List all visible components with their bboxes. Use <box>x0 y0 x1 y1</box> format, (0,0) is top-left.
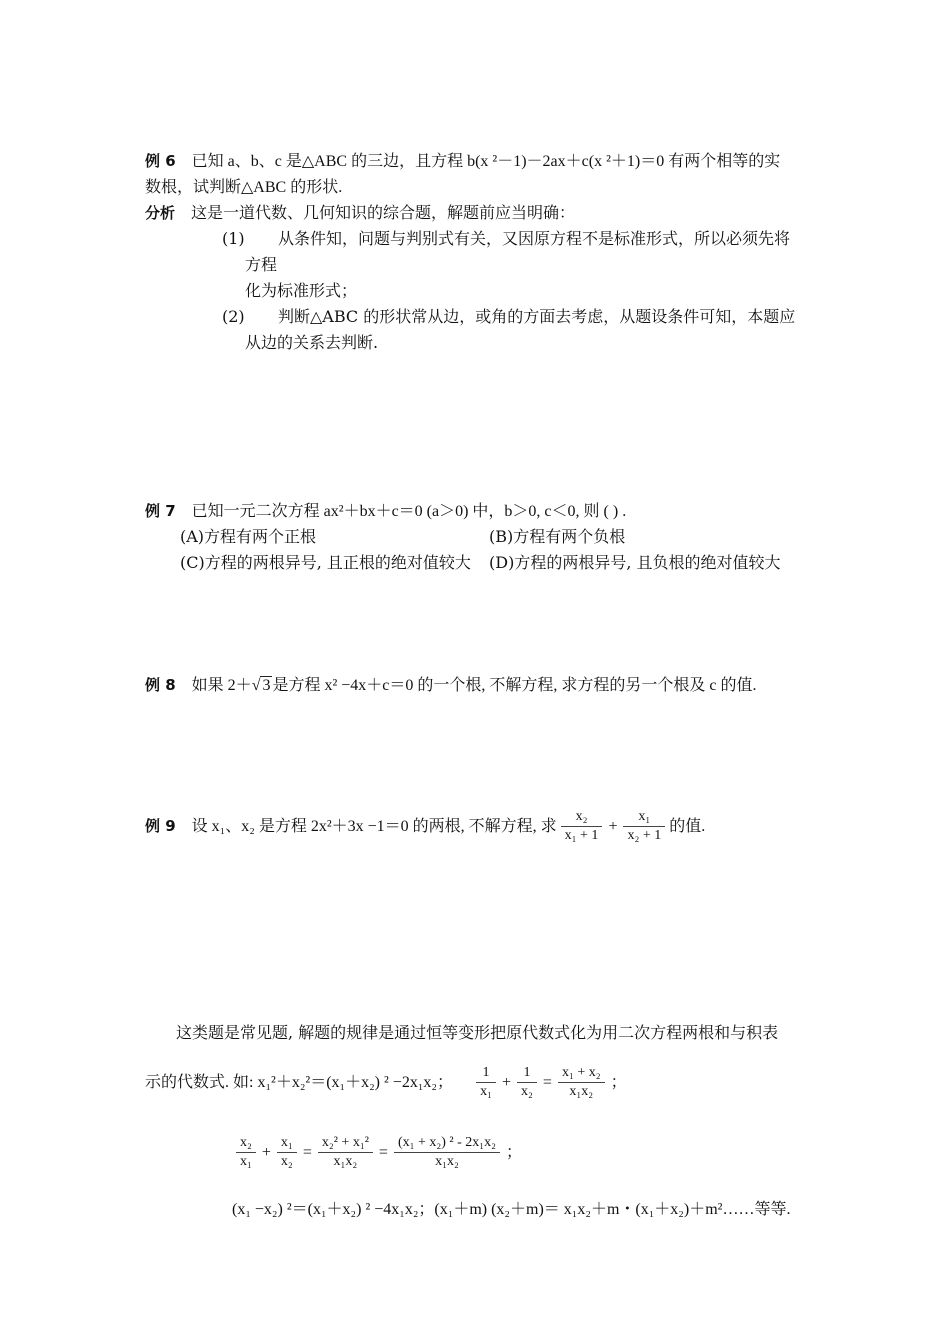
frac2-denominator: x₂ + 1 <box>627 828 662 843</box>
analysis-label: 分析 <box>145 204 176 222</box>
item1-text-line1: 从条件知，问题与判别式有关，又因原方程不是标准形式，所以必须先将 <box>278 229 791 248</box>
analysis-text: 这是一道代数、几何知识的综合题，解题前应当明确： <box>191 203 576 222</box>
ex9-plus: + <box>608 817 618 835</box>
note-frac-1 <box>476 1064 496 1101</box>
ex6-item1-line3 <box>245 280 357 302</box>
note-g2-den: x₂ <box>280 1154 293 1169</box>
sqrt-expression: √ 3 <box>251 677 271 694</box>
note-plus-1: + <box>501 1073 512 1091</box>
ex7-option-b <box>489 526 625 548</box>
ex9-label: 例 9 <box>145 817 176 835</box>
option-a-text: (A)方程有两个正根 <box>180 527 317 546</box>
note-frac1-den: x₁ <box>480 1084 492 1099</box>
note-equals-3: = <box>378 1143 388 1161</box>
note-semicolon-1: ； <box>610 1073 627 1091</box>
option-c-text: (C)方程的两根异号, 且正根的绝对值较大 <box>180 553 471 572</box>
ex6-item2-line2 <box>245 332 378 354</box>
note-text-line2: 示的代数式. 如: x₁²＋x₂²＝(x₁＋x₂) ² −2x₁x₂； <box>145 1074 453 1091</box>
ex6-analysis <box>145 202 575 224</box>
note-equals-1: = <box>542 1073 552 1091</box>
note-g1-den: x₁ <box>240 1154 252 1169</box>
item1-text-line3: 化为标准形式； <box>245 281 358 300</box>
ex7-stem <box>145 500 626 523</box>
ex6-item1-line1 <box>222 228 790 250</box>
ex7-option-d <box>489 552 781 574</box>
option-d-text: (D)方程的两根异号, 且负根的绝对值较大 <box>489 553 781 572</box>
ex7-stem-text: 已知一元二次方程 ax²＋bx＋c＝0 (a＞0) 中，b＞0, c＜0, 则 ( ) . <box>191 503 627 520</box>
note-g2-num: x₁ <box>277 1134 297 1153</box>
note-g4-num: (x₁ + x₂) ² - 2x₁x₂ <box>394 1134 500 1153</box>
ex9-fraction-2 <box>623 808 665 845</box>
item1-text-line2: 方程 <box>245 255 278 274</box>
ex8-stem <box>145 674 757 697</box>
item1-number: (1) <box>222 229 245 248</box>
note-g4-den: x₁x₂ <box>435 1154 459 1169</box>
ex6-stem-line2: 数根，试判断△ABC 的形状. <box>145 179 343 196</box>
note-plus-2: + <box>261 1143 271 1161</box>
ex9-post: 的值. <box>669 818 706 835</box>
note-g1-num: x₂ <box>236 1134 256 1153</box>
note-frac2-num: 1 <box>517 1064 537 1083</box>
note-text-line1: 这类题是常见题, 解题的规律是通过恒等变形把原代数式化为用二次方程两根和与积表 <box>176 1023 779 1042</box>
note-frac-2 <box>517 1064 537 1101</box>
ex8-label: 例 8 <box>145 676 176 694</box>
ex9-pre: 设 x₁、x₂ 是方程 2x²＋3x −1＝0 的两根, 不解方程, 求 <box>191 818 557 835</box>
note-frac-g1 <box>236 1134 256 1171</box>
note-frac1-num: 1 <box>476 1064 496 1083</box>
note-line1 <box>176 1022 778 1044</box>
ex7-option-a <box>180 526 316 548</box>
ex9-stem <box>145 806 705 847</box>
ex6-item2-line1 <box>222 306 795 328</box>
frac1-denominator: x₁ + 1 <box>564 828 599 843</box>
ex6-stem-line1: 已知 a、b、c 是△ABC 的三边，且方程 b(x ²－1)－2ax＋c(x ²＋1)＝0 有两个相等的实 <box>191 153 781 170</box>
note-frac-g2 <box>277 1134 297 1171</box>
sqrt-radicand: 3 <box>262 677 271 694</box>
note-frac3-num: x₁ + x₂ <box>558 1064 605 1083</box>
note-equals-2: = <box>302 1143 312 1161</box>
note-frac-g3 <box>318 1134 373 1171</box>
item2-text-line1: 判断△ABC 的形状常从边，或角的方面去考虑，从题设条件可知，本题应 <box>278 307 796 326</box>
ex6-line1 <box>145 150 780 173</box>
note-frac-g4 <box>394 1134 500 1171</box>
item2-number: (2) <box>222 307 245 326</box>
frac2-numerator: x₁ <box>623 808 665 827</box>
note-last-line: (x₁ −x₂) ²＝(x₁＋x₂) ² −4x₁x₂；(x₁＋m) (x₂＋m)＝ x₁x₂＋m・(x₁＋x₂)＋m²……等等. <box>232 1201 791 1218</box>
ex7-label: 例 7 <box>145 502 176 520</box>
note-frac-3 <box>558 1064 605 1101</box>
note-frac2-den: x₂ <box>521 1084 533 1099</box>
ex7-option-c <box>180 552 471 574</box>
note-line4 <box>232 1198 790 1221</box>
option-b-text: (B)方程有两个负根 <box>489 527 626 546</box>
note-g3-den: x₁x₂ <box>333 1154 358 1169</box>
note-semicolon-2: ； <box>506 1143 523 1161</box>
note-line2 <box>145 1060 629 1105</box>
note-line3 <box>232 1130 524 1175</box>
ex8-post: 是方程 x² −4x＋c＝0 的一个根, 不解方程, 求方程的另一个根及 c 的值. <box>272 677 757 694</box>
frac1-numerator: x₂ <box>561 808 603 827</box>
note-g3-num: x₂² + x₁² <box>318 1134 373 1153</box>
ex8-pre: 如果 2＋ <box>191 677 252 694</box>
item2-text-line2: 从边的关系去判断. <box>245 333 379 352</box>
ex6-label: 例 6 <box>145 152 176 170</box>
note-frac3-den: x₁x₂ <box>569 1084 594 1099</box>
ex9-fraction-1 <box>561 808 603 845</box>
ex6-line2 <box>145 176 342 199</box>
ex6-item1-line2 <box>245 254 277 276</box>
